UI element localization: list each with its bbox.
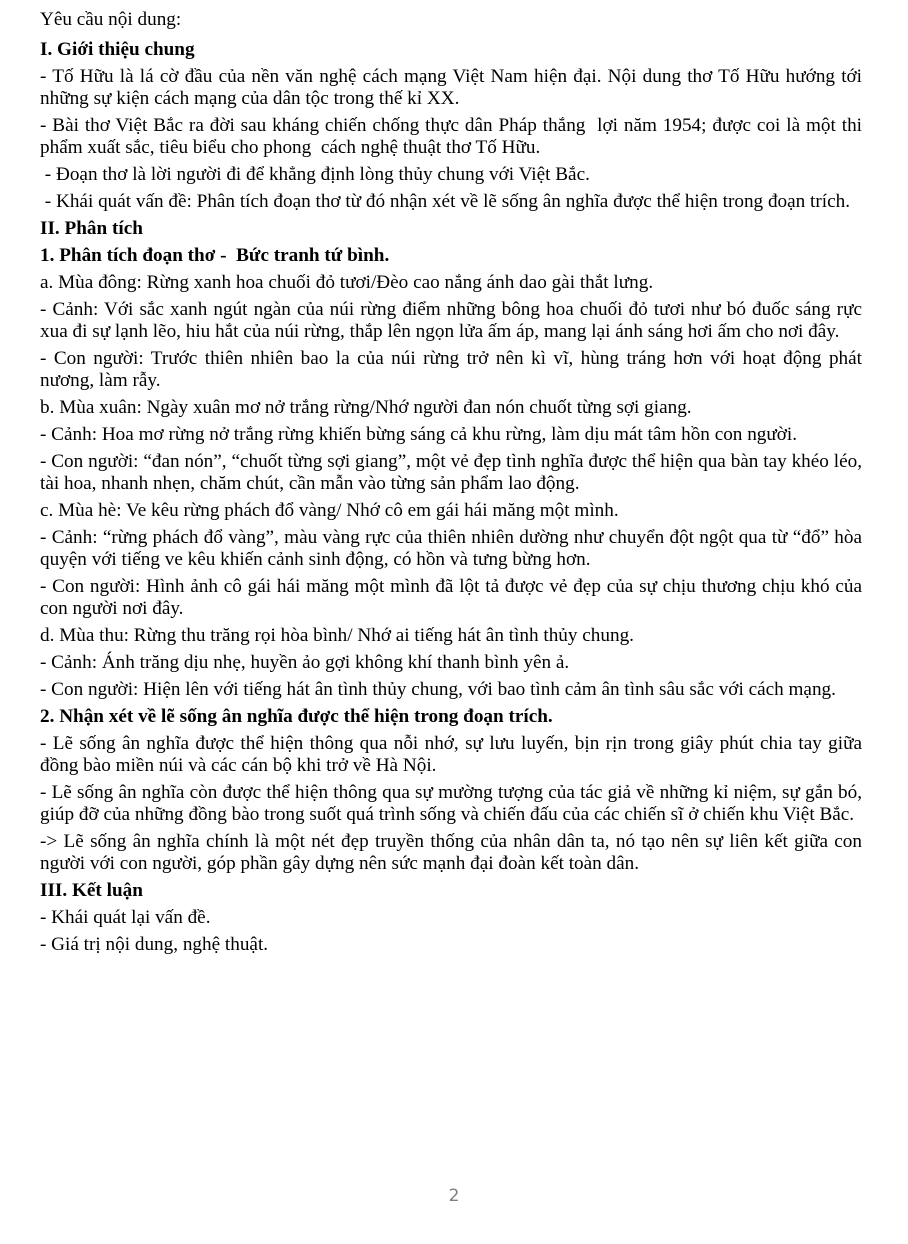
paragraph: - Lẽ sống ân nghĩa được thể hiện thông qua nỗi nhớ, sự lưu luyến, bịn rịn trong giây phút chia tay giữa đồng bào miền núi và các cán bộ khi trở về Hà Nội. [40, 733, 867, 776]
paragraph: d. Mùa thu: Rừng thu trăng rọi hòa bình/ Nhớ ai tiếng hát ân tình thủy chung. [40, 625, 634, 646]
paragraph: - Con người: Trước thiên nhiên bao la của núi rừng trở nên kì vĩ, hùng tráng hơn với hoạt động phát nương, làm rẫy. [40, 348, 867, 391]
paragraph: - Con người: Hiện lên với tiếng hát ân tình thủy chung, với bao tình cảm ân tình sâu sắc với cách mạng. [40, 679, 836, 700]
paragraph: - Tố Hữu là lá cờ đầu của nền văn nghệ cách mạng Việt Nam hiện đại. Nội dung thơ Tố Hữu hướng tới những sự kiện cách mạng của dân tộc trong thế kỉ XX. [40, 66, 867, 109]
paragraph: c. Mùa hè: Ve kêu rừng phách đổ vàng/ Nhớ cô em gái hái măng một mình. [40, 500, 619, 521]
paragraph: b. Mùa xuân: Ngày xuân mơ nở trắng rừng/Nhớ người đan nón chuốt từng sợi giang. [40, 397, 692, 418]
paragraph: - Khái quát vấn đề: Phân tích đoạn thơ từ đó nhận xét về lẽ sống ân nghĩa được thể hiện trong đoạn trích. [40, 191, 850, 212]
section-heading: II. Phân tích [40, 218, 143, 239]
paragraph: - Cảnh: Hoa mơ rừng nở trắng rừng khiến bừng sáng cả khu rừng, làm dịu mát tâm hồn con người. [40, 424, 798, 445]
section-heading: 2. Nhận xét về lẽ sống ân nghĩa được thể hiện trong đoạn trích. [40, 706, 553, 727]
paragraph: - Lẽ sống ân nghĩa còn được thể hiện thông qua sự mường tượng của tác giả về những kỉ niệm, sự gắn bó, giúp đỡ của những đồng bào trong suốt quá trình sống và chiến đấu của các chiến sĩ ở chiến khu Việt Bắc. [40, 782, 867, 825]
section-heading: 1. Phân tích đoạn thơ - Bức tranh tứ bình. [40, 245, 390, 266]
paragraph: - Giá trị nội dung, nghệ thuật. [40, 934, 269, 955]
paragraph: - Cảnh: Ánh trăng dịu nhẹ, huyền ảo gợi không khí thanh bình yên ả. [40, 652, 570, 673]
paragraph: a. Mùa đông: Rừng xanh hoa chuối đỏ tươi/Đèo cao nắng ánh dao gài thắt lưng. [40, 272, 654, 293]
paragraph: - Cảnh: Với sắc xanh ngút ngàn của núi rừng điểm những bông hoa chuối đỏ tươi như bó đuốc sáng rực xua đi sự lạnh lẽo, hiu hắt của núi rừng, thắp lên ngọn lửa ấm áp, mang lại ánh sáng hơi ấm cho nơi đây. [40, 299, 867, 342]
section-heading: I. Giới thiệu chung [40, 39, 195, 60]
paragraph: - Con người: Hình ảnh cô gái hái măng một mình đã lột tả được vẻ đẹp của sự chịu thương chịu khó của con người nơi đây. [40, 576, 867, 619]
document-page [40, 9, 867, 961]
paragraph: - Cảnh: “rừng phách đổ vàng”, màu vàng rực của thiên nhiên dường như chuyển đột ngột qua từ “đổ” hòa quyện với tiếng ve kêu khiến cảnh sinh động, có hồn và tưng bừng hơn. [40, 527, 867, 570]
page-number: 2 [448, 1186, 460, 1206]
paragraph: Yêu cầu nội dung: [40, 9, 182, 30]
paragraph: - Bài thơ Việt Bắc ra đời sau kháng chiến chống thực dân Pháp thắng lợi năm 1954; được coi là một thi phẩm xuất sắc, tiêu biểu cho phong cách nghệ thuật thơ Tố Hữu. [40, 115, 867, 158]
paragraph: - Khái quát lại vấn đề. [40, 907, 211, 928]
paragraph: - Con người: “đan nón”, “chuốt từng sợi giang”, một vẻ đẹp tình nghĩa được thể hiện qua bàn tay khéo léo, tài hoa, nhanh nhẹn, chăm chút, cần mẫn vào từng sản phẩm lao động. [40, 451, 867, 494]
section-heading: III. Kết luận [40, 880, 143, 901]
paragraph: - Đoạn thơ là lời người đi để khẳng định lòng thủy chung với Việt Bắc. [40, 164, 590, 185]
paragraph: -> Lẽ sống ân nghĩa chính là một nét đẹp truyền thống của nhân dân ta, nó tạo nên sự liên kết giữa con người với con người, góp phần gây dựng nên sức mạnh đại đoàn kết toàn dân. [40, 831, 867, 874]
